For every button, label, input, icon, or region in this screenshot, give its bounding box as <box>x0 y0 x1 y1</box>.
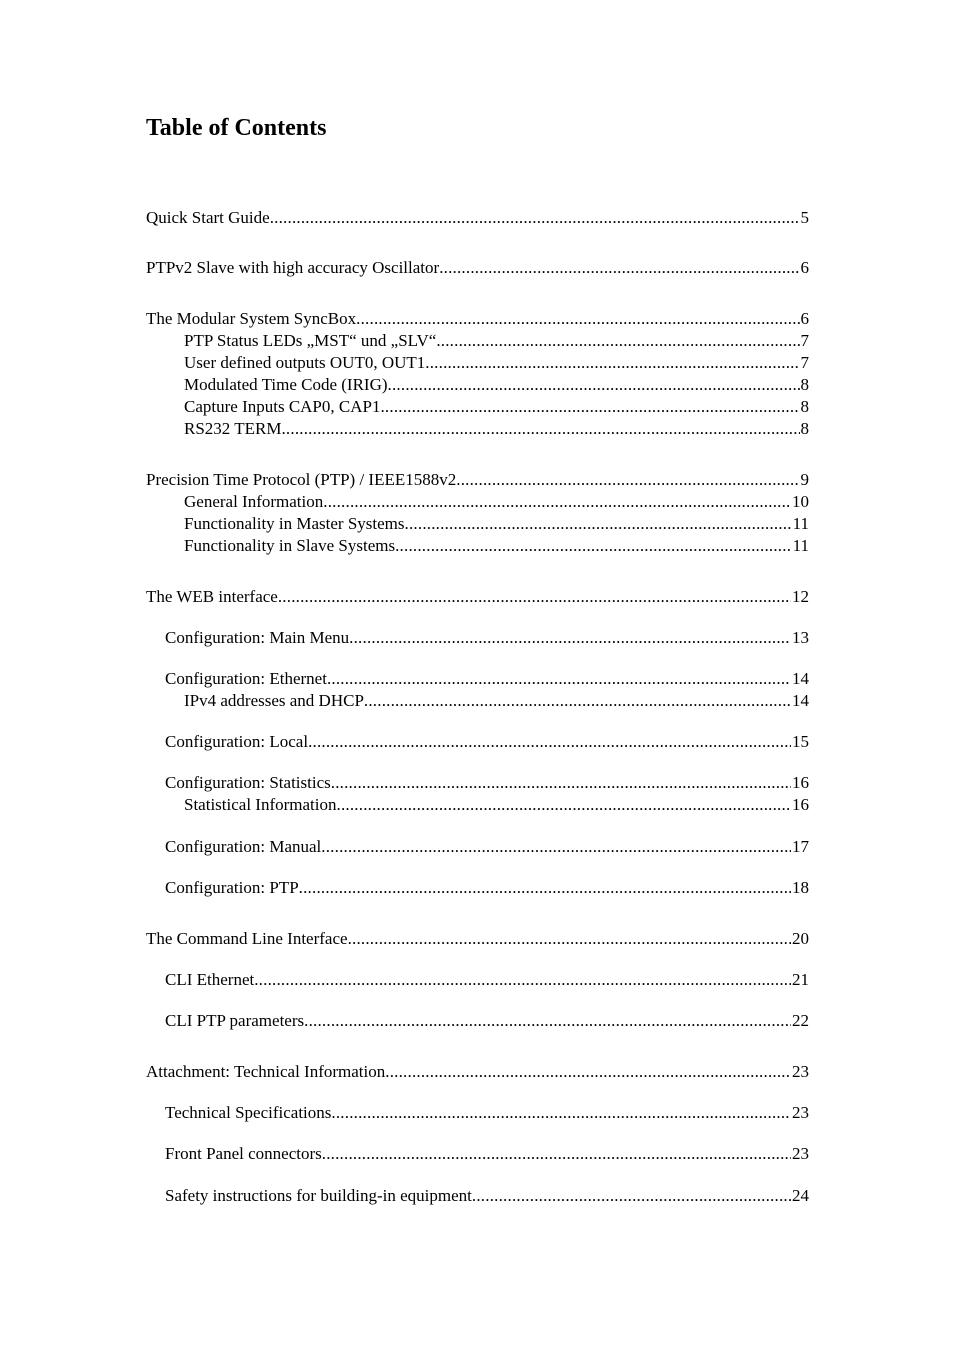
toc-entry[interactable] <box>165 877 809 899</box>
toc-entry-label: Safety instructions for building-in equipment <box>165 1186 472 1205</box>
toc-entry[interactable] <box>146 928 809 950</box>
toc-entry-label: Functionality in Master Systems <box>184 514 405 533</box>
dot-leader <box>254 969 791 991</box>
toc-entry-page: 11 <box>792 514 809 533</box>
toc-entry-page: 23 <box>792 1062 809 1081</box>
toc-entry[interactable] <box>165 1010 809 1032</box>
dot-leader <box>425 352 799 374</box>
toc-entry-page: 8 <box>800 419 809 438</box>
dot-leader <box>331 772 791 794</box>
dot-leader <box>304 1010 791 1032</box>
toc-entry-label: Functionality in Slave Systems <box>184 536 396 555</box>
toc-entry[interactable] <box>184 418 809 440</box>
toc-entry-label: Precision Time Protocol (PTP) / IEEE1588v2 <box>146 470 457 489</box>
dot-leader <box>349 627 791 649</box>
toc-entry[interactable] <box>184 396 809 418</box>
toc-entry-label: Configuration: Manual <box>165 837 322 856</box>
dot-leader <box>364 690 791 712</box>
toc-entry-label: Configuration: PTP <box>165 878 299 897</box>
dot-leader <box>405 513 792 535</box>
dot-leader <box>472 1185 791 1207</box>
toc-entry-page: 16 <box>792 795 809 814</box>
toc-entry-label: The WEB interface <box>146 587 278 606</box>
toc-entry[interactable] <box>184 330 809 352</box>
toc-entry-label: PTP Status LEDs „MST“ und „SLV“ <box>184 331 437 350</box>
toc-entry-label: General Information <box>184 492 324 511</box>
toc-entry-page: 21 <box>792 970 809 989</box>
toc-entry-label: RS232 TERM <box>184 419 282 438</box>
toc-entry-label: Modulated Time Code (IRIG) <box>184 375 388 394</box>
toc-entry-page: 13 <box>792 628 809 647</box>
toc-entry-label: The Modular System SyncBox <box>146 309 357 328</box>
toc-entry-page: 9 <box>800 470 809 489</box>
toc-entry[interactable] <box>184 374 809 396</box>
toc-entry-label: Attachment: Technical Information <box>146 1062 386 1081</box>
toc-entry[interactable] <box>184 690 809 712</box>
toc-entry[interactable] <box>184 352 809 374</box>
toc-entry-page: 11 <box>792 536 809 555</box>
toc-entry-page: 7 <box>800 331 809 350</box>
toc-entry-label: Capture Inputs CAP0, CAP1 <box>184 397 381 416</box>
toc-entry-label: Front Panel connectors <box>165 1144 322 1163</box>
toc-entry-page: 14 <box>792 669 809 688</box>
toc-entry[interactable] <box>184 491 809 513</box>
toc-entry-label: Quick Start Guide <box>146 208 270 227</box>
toc-entry[interactable] <box>146 586 809 608</box>
toc-entry-label: Statistical Information <box>184 795 337 814</box>
toc-entry-page: 8 <box>800 397 809 416</box>
toc-entry-label: CLI PTP parameters <box>165 1011 305 1030</box>
dot-leader <box>321 836 791 858</box>
dot-leader <box>308 731 791 753</box>
toc-entry-page: 22 <box>792 1011 809 1030</box>
toc-entry[interactable] <box>165 627 809 649</box>
toc-entry-label: PTPv2 Slave with high accuracy Oscillator <box>146 258 440 277</box>
toc-entry[interactable] <box>184 513 809 535</box>
toc-entry[interactable] <box>146 257 809 279</box>
toc-entry[interactable] <box>165 1102 809 1124</box>
toc-entry-label: CLI Ethernet <box>165 970 255 989</box>
dot-leader <box>388 374 800 396</box>
dot-leader <box>281 418 799 440</box>
toc-entry-page: 14 <box>792 691 809 710</box>
toc-entry-page: 20 <box>792 929 809 948</box>
toc-entry[interactable] <box>146 308 809 330</box>
toc-entry[interactable] <box>146 1061 809 1083</box>
toc-entry[interactable] <box>146 469 809 491</box>
dot-leader <box>270 207 800 229</box>
toc-entry-page: 10 <box>792 492 809 511</box>
toc-entry[interactable] <box>165 772 809 794</box>
toc-entry[interactable] <box>146 207 809 229</box>
dot-leader <box>327 668 791 690</box>
dot-leader <box>385 1061 791 1083</box>
dot-leader <box>439 257 799 279</box>
toc-entry-label: Technical Specifications <box>165 1103 332 1122</box>
toc-entry-label: User defined outputs OUT0, OUT1 <box>184 353 426 372</box>
toc-entry[interactable] <box>184 794 809 816</box>
toc-entry[interactable] <box>165 836 809 858</box>
page-title: Table of Contents <box>146 115 327 141</box>
dot-leader <box>380 396 799 418</box>
toc-entry-page: 8 <box>800 375 809 394</box>
toc-entry[interactable] <box>184 535 809 557</box>
dot-leader <box>299 877 791 899</box>
dot-leader <box>331 1102 791 1124</box>
toc-entry[interactable] <box>165 731 809 753</box>
toc-entry-label: Configuration: Ethernet <box>165 669 327 688</box>
toc-entry-label: Configuration: Local <box>165 732 309 751</box>
toc-entry-page: 18 <box>792 878 809 897</box>
toc-entry-label: Configuration: Main Menu <box>165 628 350 647</box>
dot-leader <box>456 469 799 491</box>
dot-leader <box>337 794 792 816</box>
toc-entry-page: 24 <box>792 1186 809 1205</box>
toc-entry-page: 12 <box>792 587 809 606</box>
toc-entry[interactable] <box>165 969 809 991</box>
toc-entry-page: 7 <box>800 353 809 372</box>
toc-entry[interactable] <box>165 1185 809 1207</box>
toc-entry-page: 23 <box>792 1144 809 1163</box>
toc-entry-page: 16 <box>792 773 809 792</box>
dot-leader <box>323 491 791 513</box>
dot-leader <box>395 535 792 557</box>
toc-entry-label: The Command Line Interface <box>146 929 348 948</box>
dot-leader <box>322 1143 791 1165</box>
toc-entry-label: IPv4 addresses and DHCP <box>184 691 364 710</box>
toc-entry-page: 6 <box>800 309 809 328</box>
toc-entry-page: 5 <box>800 208 809 227</box>
toc-entry-label: Configuration: Statistics <box>165 773 331 792</box>
dot-leader <box>356 308 799 330</box>
dot-leader <box>436 330 799 352</box>
toc-entry[interactable] <box>165 1143 809 1165</box>
dot-leader <box>278 586 791 608</box>
toc-entry-page: 6 <box>800 258 809 277</box>
toc-entry-page: 23 <box>792 1103 809 1122</box>
toc-entry-page: 17 <box>792 837 809 856</box>
toc-entry[interactable] <box>165 668 809 690</box>
toc-entry-page: 15 <box>792 732 809 751</box>
dot-leader <box>348 928 791 950</box>
